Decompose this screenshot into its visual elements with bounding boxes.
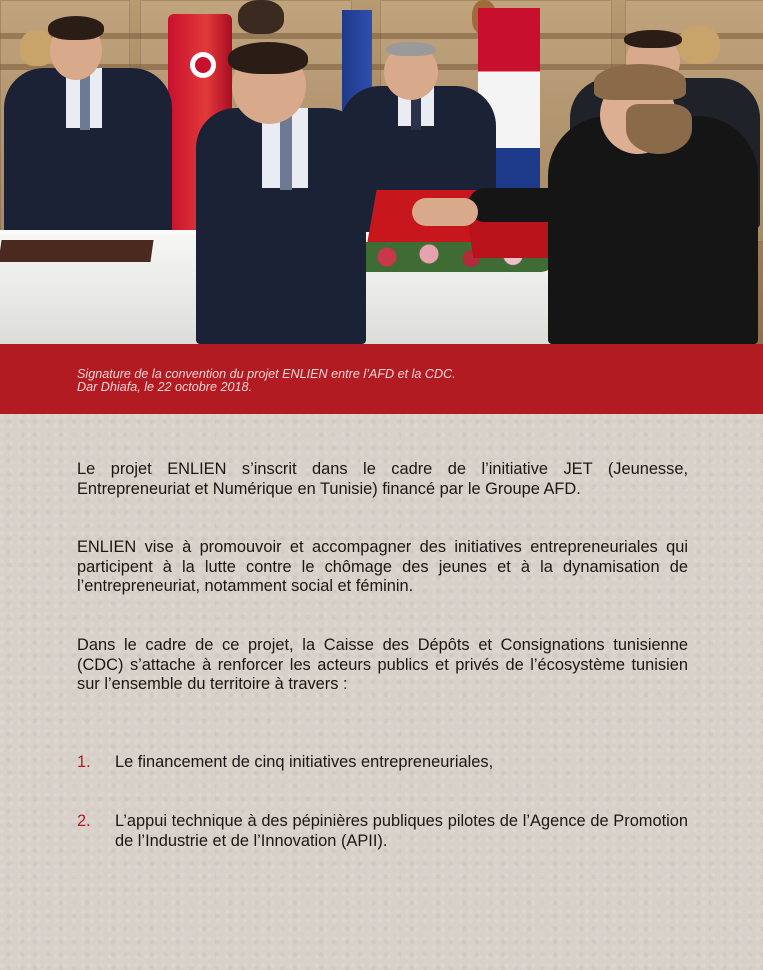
list-item	[77, 812, 688, 851]
photo-caption	[77, 368, 456, 394]
paragraph-objective: ENLIEN vise à promouvoir et accompagner des initiatives entrepreneuriales qui participent à la lutte contre le chômage des jeunes et à la dynamisation de l’entrepreneuriat, notamment social et féminin.	[77, 538, 688, 595]
folder	[0, 240, 154, 262]
list-item-text: Le financement de cinq initiatives entrepreneuriales,	[115, 753, 494, 771]
paragraph-cdc: Dans le cadre de ce projet, la Caisse des Dépôts et Consignations tunisienne (CDC) s’attache à renforcer les acteurs publics et privés de l’écosystème tunisien sur l’ensemble du territoire à travers :	[77, 636, 688, 693]
list-item-text: L’appui technique à des pépinières publiques pilotes de l’Agence de Promotion de l’Industrie et de l’Innovation (APII).	[115, 812, 688, 850]
caption-line-1: Signature de la convention du projet ENLIEN entre l’AFD et la CDC.	[77, 367, 456, 381]
paragraph-intro: Le projet ENLIEN s’inscrit dans le cadre de l’initiative JET (Jeunesse, Entrepreneuriat et Numérique en Tunisie) financé par le Groupe AFD.	[77, 460, 688, 498]
ceremony-photo	[0, 0, 763, 344]
handshake	[412, 198, 478, 226]
caption-band	[0, 344, 763, 414]
list-item	[77, 753, 688, 773]
list-number: 2.	[77, 812, 91, 830]
list-number: 1.	[77, 753, 91, 771]
caption-line-2: Dar Dhiafa, le 22 octobre 2018.	[77, 380, 253, 394]
text-area	[0, 414, 763, 970]
